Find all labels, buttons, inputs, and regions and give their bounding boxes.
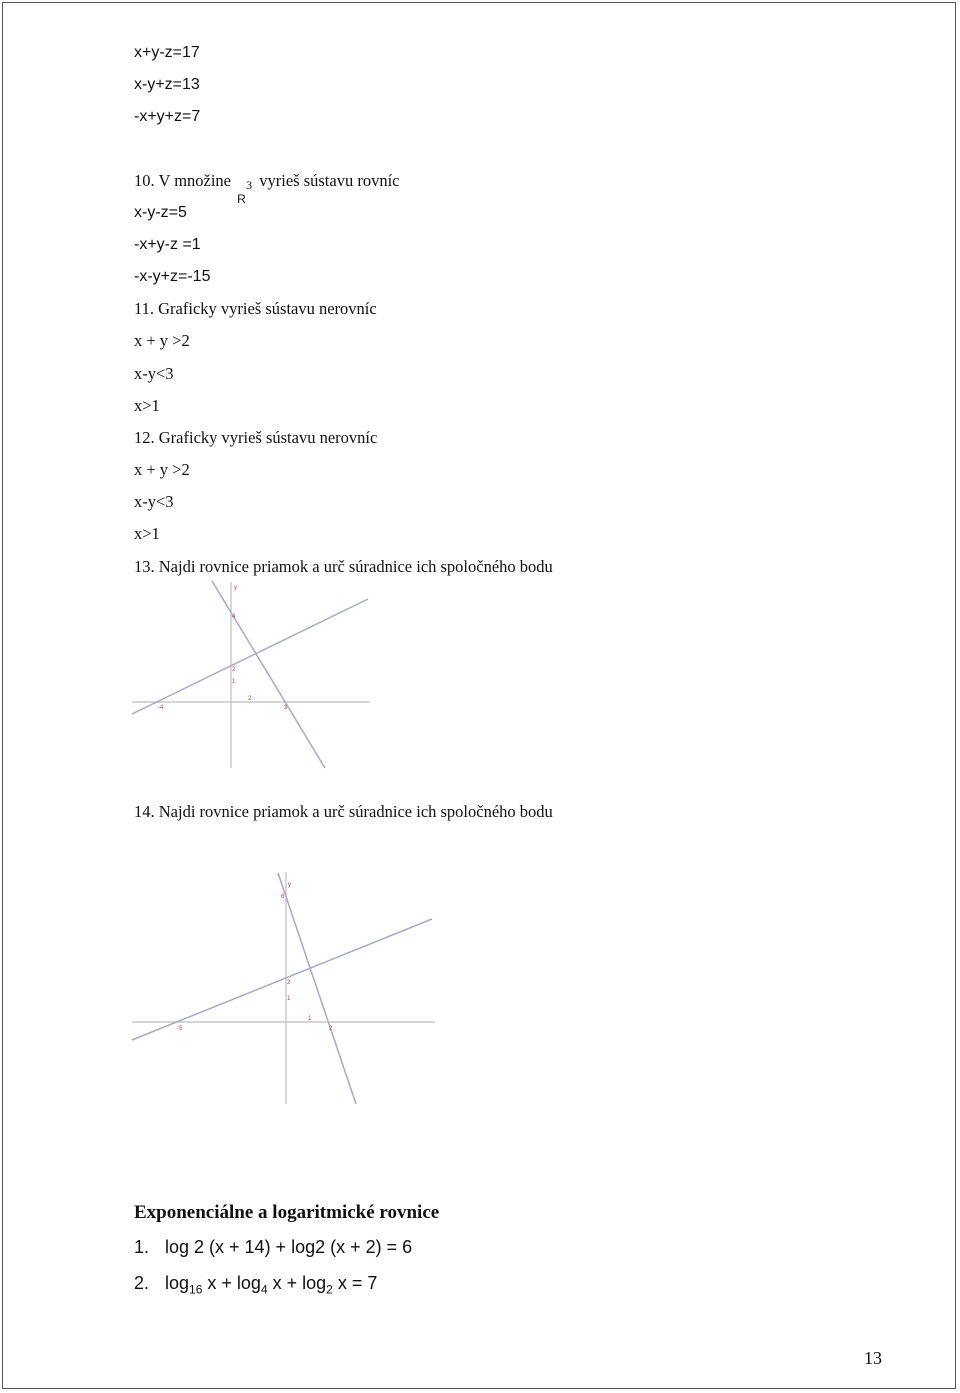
y-tick-label: 1	[287, 996, 291, 1002]
figure-13-graph	[130, 578, 380, 773]
inequality-line: x-y<3	[134, 364, 174, 383]
equation-line: x-y-z=5	[134, 204, 187, 221]
page-number: 13	[864, 1348, 882, 1368]
inequality-line: x-y<3	[134, 492, 174, 511]
x-tick-label: 2	[329, 1026, 333, 1032]
log-base: 16	[189, 1282, 203, 1297]
equation-part: x = 7	[332, 1273, 378, 1293]
inequality-line: x + y >2	[134, 460, 190, 479]
equation-text: log 2 (x + 14) + log2 (x + 2) = 6	[165, 1237, 413, 1257]
y-tick-label: 6	[281, 894, 285, 900]
x-tick-label: 2	[248, 696, 252, 702]
problem-10-suffix: vyrieš sústavu rovníc	[259, 171, 400, 190]
y-tick-label: 4	[232, 614, 236, 620]
problem-11-title: 11. Graficky vyrieš sústavu nerovníc	[134, 299, 377, 318]
problem-14-title: 14. Najdi rovnice priamok a urč súradnice ich spoločného bodu	[134, 802, 553, 821]
log-equation-1	[134, 1237, 412, 1258]
equation-line: x+y-z=17	[134, 44, 200, 61]
inequality-line: x + y >2	[134, 331, 190, 350]
x-tick-label: -5	[177, 1026, 183, 1032]
equation-number: 2.	[134, 1273, 150, 1293]
y-tick-label: 2	[232, 667, 236, 673]
equation-part: x + log	[267, 1273, 327, 1293]
section-heading: Exponenciálne a logaritmické rovnice	[134, 1202, 440, 1223]
x-tick-label: -4	[158, 705, 164, 711]
y-axis-label: y	[234, 585, 237, 591]
log-equation-2	[134, 1273, 377, 1297]
problem-13-title: 13. Najdi rovnice priamok a urč súradnice ich spoločného bodu	[134, 557, 553, 576]
y-axis-label: y	[288, 882, 291, 888]
problem-10-title: 10. V množine R 3 vyrieš sústavu rovníc	[134, 171, 400, 206]
inequality-line: x>1	[134, 396, 160, 415]
log-base: 4	[260, 1282, 268, 1297]
problem-12-title: 12. Graficky vyrieš sústavu nerovníc	[134, 428, 378, 447]
log-base: 2	[326, 1282, 333, 1297]
y-tick-label: 2	[287, 980, 291, 986]
line-b	[278, 873, 356, 1104]
inequality-line: x>1	[134, 524, 160, 543]
equation-part: x + log	[202, 1273, 261, 1293]
equation-line: -x-y+z=-15	[134, 268, 211, 285]
equation-part: log	[165, 1273, 190, 1293]
y-tick-label: 1	[232, 679, 236, 685]
equation-number: 1.	[134, 1237, 150, 1257]
x-tick-label: 3	[284, 705, 288, 711]
equation-line: x-y+z=13	[134, 76, 200, 93]
x-tick-label: 1	[308, 1016, 312, 1022]
equation-line: -x+y+z=7	[134, 108, 201, 125]
figure-14-graph	[130, 868, 440, 1108]
equation-line: -x+y-z =1	[134, 236, 201, 253]
problem-10-prefix: 10. V množine	[134, 171, 232, 190]
line-b	[212, 581, 325, 768]
